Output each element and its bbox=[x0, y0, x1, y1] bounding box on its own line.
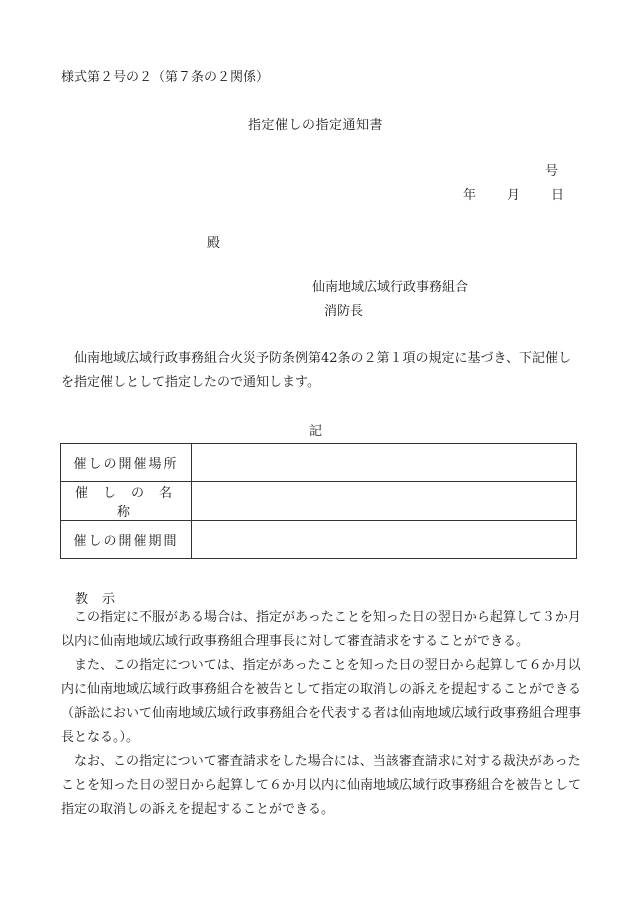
sender-organization: 仙南地域広域行政事務組合 bbox=[312, 280, 469, 295]
table-row bbox=[61, 521, 577, 559]
event-info-table bbox=[60, 443, 577, 559]
year-label: 年 bbox=[463, 188, 477, 203]
table-value-period[interactable] bbox=[192, 521, 577, 559]
instruction-heading: 教示 bbox=[75, 592, 130, 607]
form-number: 様式第２号の２（第７条の２関係） bbox=[61, 70, 270, 85]
document-title: 指定催しの指定通知書 bbox=[248, 118, 384, 133]
body-paragraph: 仙南地域広域行政事務組合火災予防条例第42条の２第１項の規定に基づき、下記催しを指定催しとして指定したので通知します。 bbox=[61, 351, 572, 390]
table-row bbox=[61, 444, 577, 482]
table-label-name: 催しの名称 bbox=[61, 482, 192, 521]
instruction-paragraph: また、この指定については、指定があったことを知った日の翌日から起算して６か月以内に仙南地域広域行政事務組合を被告として指定の取消しの訴えを提起することができる（訴訟において仙南地域広域行政事務組合を代表する者は仙南地域広域行政事務組合理事長となる。）。 bbox=[61, 658, 582, 745]
addressee-honorific: 殿 bbox=[207, 236, 221, 251]
issue-date bbox=[463, 184, 564, 203]
day-label: 日 bbox=[551, 188, 565, 203]
table-row bbox=[61, 482, 577, 521]
notice-label: 記 bbox=[309, 424, 323, 439]
sender-title: 消防長 bbox=[324, 304, 364, 319]
instruction-paragraph: この指定に不服がある場合は、指定があったことを知った日の翌日から起算して３か月以内に仙南地域広域行政事務組合理事長に対して審査請求をすることができる。 bbox=[61, 610, 581, 649]
month-label: 月 bbox=[507, 188, 521, 203]
document-number-suffix: 号 bbox=[545, 164, 559, 179]
table-label-period: 催しの開催期間 bbox=[61, 521, 192, 559]
table-value-venue[interactable] bbox=[192, 444, 577, 482]
table-label-venue: 催しの開催場所 bbox=[61, 444, 192, 482]
instruction-paragraph: なお、この指定について審査請求をした場合には、当該審査請求に対する裁決があったことを知った日の翌日から起算して６か月以内に仙南地域広域行政事務組合を被告として指定の取消しの訴えを提起することができる。 bbox=[61, 754, 582, 817]
table-value-name[interactable] bbox=[192, 482, 577, 521]
